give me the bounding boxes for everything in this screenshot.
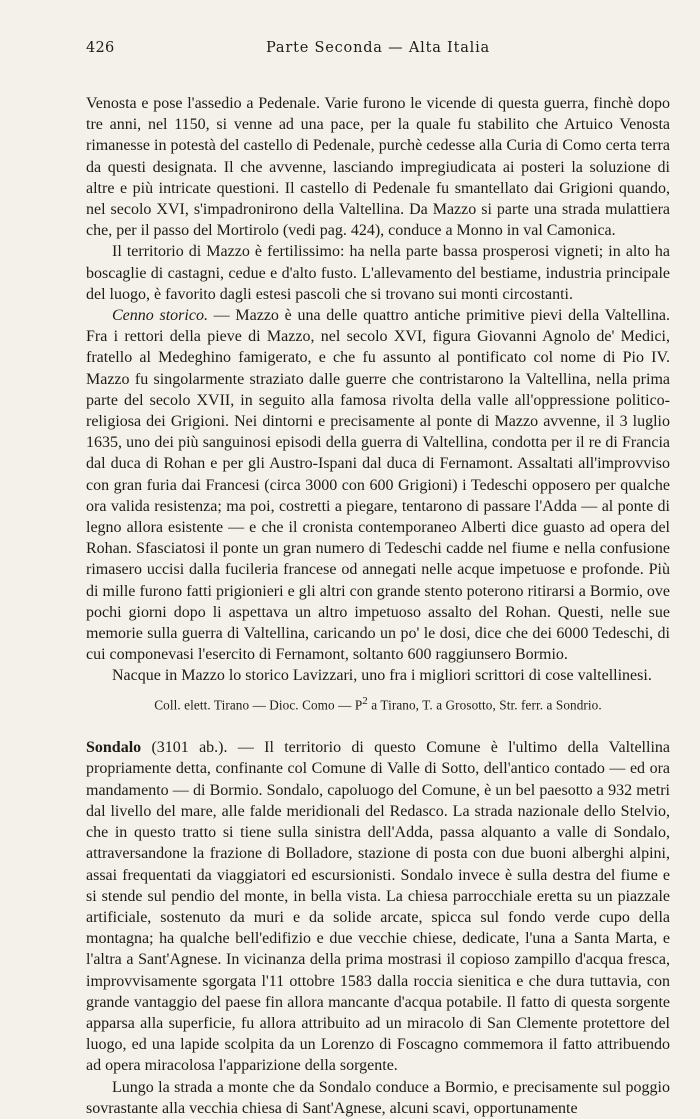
page-number: 426 [86, 40, 115, 56]
mazzo-birthplace-paragraph: Nacque in Mazzo lo storico Lavizzari, uno fra i migliori scrittori di cose valtellinesi. [112, 667, 652, 685]
admin-info-part-b: a Tirano, T. a Grosotto, Str. ferr. a Sondrio. [367, 697, 602, 713]
admin-info-part-a: Coll. elett. Tirano — Dioc. Como — P [154, 697, 363, 713]
running-header [86, 40, 670, 62]
history-label: Cenno storico. [112, 307, 208, 325]
sondalo-entry-paragraph [86, 737, 670, 1076]
running-title: Parte Seconda — Alta Italia [266, 40, 490, 56]
mazzo-history-paragraph [86, 305, 670, 665]
sondalo-population: (3101 ab.). [141, 739, 228, 757]
sondalo-second-paragraph: Lungo la strada a monte che da Sondalo conduce a Bormio, e precisamente sul poggio sovrastante alla vecchia chiesa di Sant'Agnese, alcuni scavi, opportunamente [86, 1078, 670, 1117]
sondalo-text: — Il territorio di questo Comune è l'ultimo della Valtellina propriamente detta, confinante col Comune di Valle di Sotto, dell'antico contado — ed ora mandamento — di Bormio. Sondalo, capoluogo del Comune, è un bel paesotto a 932 metri dal livello del mare, alle falde meridionali del Redasco. La strada nazionale dello Stelvio, che in questo tratto si tiene sulla sinistra dell'Adda, passa alquanto a valle di Sondalo, attraversandone la frazione di Bolladore, stazione di posta con due buoni alberghi alpini, assai frequentati da viaggiatori ed escursionisti. Sondalo invece è sulla destra del fiume e si stende sul pendio del monte, in bella vista. La chiesa parrocchiale eretta su un piazzale artificiale, sostenuto da muri e da solide arcate, spicca sul fondo verde cupo della montagna; ha qualche bell'edifizio e due vecchie chiese, dedicate, l'una a Santa Marta, e l'altra a Sant'Agnese. In vicinanza della prima mostrasi il copioso zampillo d'acqua fresca, improvvisamente sgorgata l'11 ottobre 1583 dalla roccia sienitica e che dura tuttavia, con grande vantaggio del paese fin allora mancante d'acqua potabile. Il fatto di questa sorgente apparsa alla superficie, fu allora attribuito ad un miracolo di San Clemente protettore del luogo, ed una lapide scolpita da un Lorenzo di Foscagno commemora il fatto attribuendo ad opera miracolosa l'apparizione della sorgente. [86, 739, 670, 1075]
mazzo-admin-info [86, 691, 670, 716]
page-body [86, 93, 670, 1119]
mazzo-territory-paragraph: Il territorio di Mazzo è fertilissimo: ha nella parte bassa prosperosi vigneti; in alto ha boscaglie di castagni, cedue e d'alto fusto. L'allevamento del bestiame, industria principale del luogo, è favorito dagli estesi pascoli che si trovano sui monti circostanti. [86, 243, 670, 303]
mazzo-continuation-paragraph: Venosta e pose l'assedio a Pedenale. Varie furono le vicende di questa guerra, finchè dopo tre anni, nel 1150, si venne ad una pace, per la quale fu stabilito che Artuico Venosta rimanesse in potestà del castello di Pedenale, purchè cedesse alla Curia di Como certa terra da questi designata. Il che avvenne, lasciando impregiudicata ai posteri la soluzione di altre e più intricate questioni. Il castello di Pedenale fu smantellato dai Grigioni quando, nel secolo XVI, s'impadronirono della Valtellina. Da Mazzo si parte una strada mulattiera che, per il passo del Mortirolo (vedi pag. 424), conduce a Monno in val Camonica. [86, 95, 670, 240]
sondalo-title: Sondalo [86, 739, 142, 757]
admin-info-superscript: 2 [362, 694, 368, 707]
history-text: — Mazzo è una delle quattro antiche primitive pievi della Valtellina. Fra i rettori della pieve di Mazzo, nel secolo XVI, figura Giovanni Agnolo de' Medici, fratello al Medeghino famigerato, e che fu assunto al pontificato col nome di Pio IV. Mazzo fu singolarmente straziato dalle guerre che contristarono la Valtellina, nella prima parte del secolo XVII, in seguito alla famosa rivolta della valle all'oppressione politico-religiosa dei Grigioni. Nei dintorni e precisamente al ponte di Mazzo avvenne, il 3 luglio 1635, uno dei più sanguinosi episodi della guerra di Valtellina, condotta per il re di Francia dal duca di Rohan e per gli Austro-Ispani dal duca di Fernamont. Assaltati all'improvviso con gran furia dai Francesi (circa 3000 con 600 Grigioni) i Tedeschi opposero per qualche ora valida resistenza; ma poi, costretti a piegare, tentarono di passare l'Adda — al ponte di legno allora esistente — e che il cronista contemporaneo Alberti dice guasto ad opera del Rohan. Sfasciatosi il ponte un gran numero di Tedeschi cadde nel fiume e nella confusione rimasero uccisi dalla fucileria francese od annegati nelle acque impetuose e profonde. Più di mille furono fatti prigionieri e gli altri con grande stento poterono ritirarsi a Bormio, ove pochi giorni dopo li aspettava un altro impetuoso assalto del Rohan. Questi, nelle sue memorie sulla guerra di Valtellina, caricando un po' le dosi, dice che dei 6000 Tedeschi, di cui componevasi l'esercito di Fernamont, soltanto 600 raggiunsero Bormio. [86, 307, 671, 664]
